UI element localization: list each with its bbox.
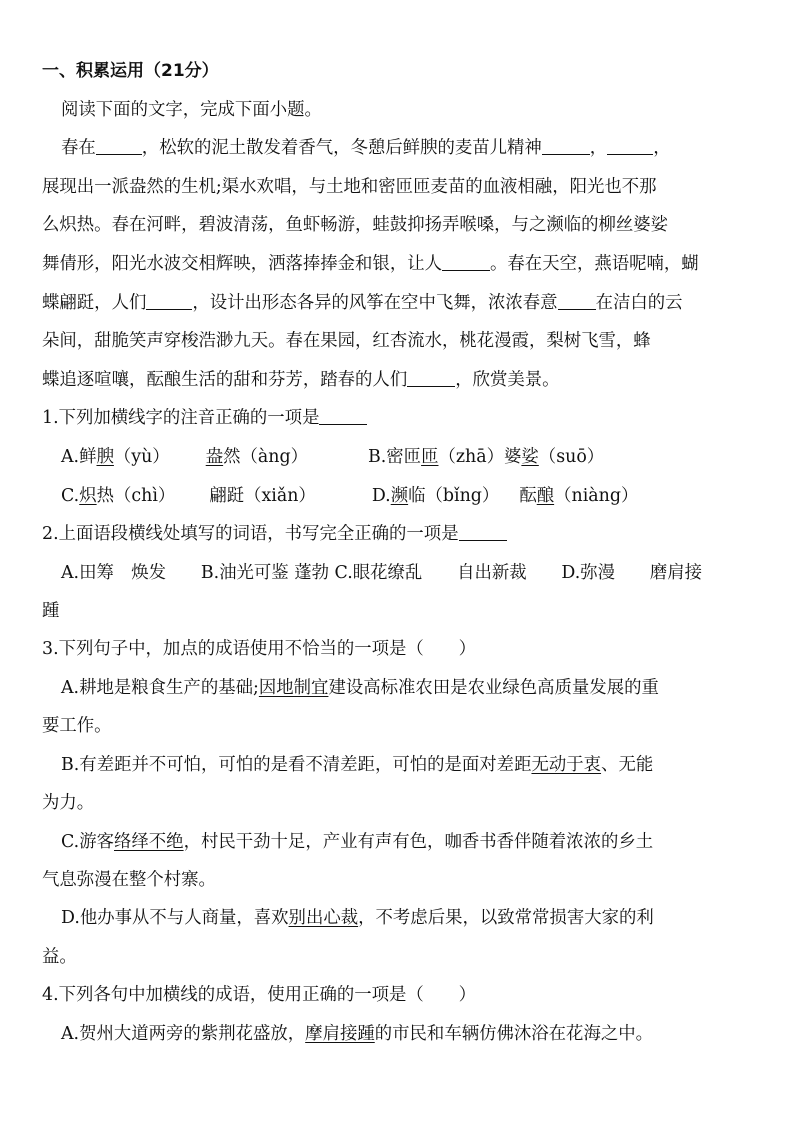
text: ，欣赏美景。	[455, 370, 560, 390]
question-1-options-row-2	[61, 484, 794, 508]
text: 蝶追逐喧嚷，酝酿生活的甜和芬芳，踏春的人们	[42, 370, 408, 390]
text: 热（chì）	[96, 486, 176, 506]
question-3-stem	[42, 637, 794, 661]
text: A.田筹 焕发 B.油光可鉴 蓬勃 C.眼花缭乱 自出新裁 D.弥漫 磨肩接	[61, 563, 703, 583]
text: ，设计出形态各异的风筝在空中飞舞，浓浓春意	[192, 293, 558, 313]
passage-line-6	[42, 329, 794, 353]
question-1-stem	[42, 406, 794, 430]
fill-blank-6[interactable]	[558, 291, 596, 310]
text: ，松软的泥土散发着香气，冬憩后鲜腴的麦苗儿精神	[141, 138, 542, 158]
text: 舞倩形，阳光水波交相辉映，洒落捧捧金和银，让人	[42, 254, 442, 274]
question-4-option-a[interactable]	[61, 1022, 794, 1046]
text: B.有差距并不可怕，可怕的是看不清差距，可怕的是面对差距	[61, 755, 532, 775]
text: B.密匝	[367, 447, 422, 467]
answer-blank-q1[interactable]	[319, 406, 367, 425]
text: 在洁白的云	[595, 293, 683, 313]
option-a[interactable]	[61, 447, 170, 467]
text: 展现出一派盎然的生机;渠水欢唱，与土地和密匝匝麦苗的血液相融，阳光也不那	[42, 177, 657, 197]
text: （suō）	[538, 447, 605, 467]
option-c-part-2	[209, 486, 316, 506]
text: 4.下列各句中加横线的成语，使用正确的一项是（ ）	[42, 985, 476, 1005]
underlined-char: 酿	[536, 486, 555, 506]
question-4-stem	[42, 983, 794, 1007]
text: 朵间，甜脆笑声穿梭浩渺九天。春在果园，红杏流水，桃花漫霞，梨树飞雪，蜂	[42, 331, 651, 351]
text: 踵	[42, 601, 60, 621]
text: 么炽热。春在河畔，碧波清荡，鱼虾畅游，蛙鼓抑扬弄喉嗓，与之濒临的柳丝婆娑	[42, 215, 669, 235]
underlined-char: 濒	[390, 486, 409, 506]
option-b[interactable]	[368, 447, 604, 467]
text: A.贺州大道两旁的紫荆花盛放，	[61, 1024, 306, 1044]
question-1-options-row-1	[61, 445, 794, 469]
fill-blank-4[interactable]	[442, 252, 490, 271]
fill-blank-3[interactable]	[607, 136, 653, 155]
text: ，村民干劲十足，产业有声有色，咖香书香伴随着浓浓的乡土	[183, 832, 654, 852]
text: 的市民和车辆仿佛沐浴在花海之中。	[374, 1024, 654, 1044]
text: C.	[61, 486, 80, 506]
question-3-option-d-cont	[42, 945, 794, 969]
passage-line-1	[61, 136, 794, 160]
question-3-option-b-cont	[42, 791, 794, 815]
text: 为力。	[42, 793, 95, 813]
underlined-char: 娑	[521, 447, 539, 467]
question-3-option-a[interactable]	[61, 676, 794, 700]
option-c[interactable]	[61, 486, 175, 506]
intro-text: 阅读下面的文字，完成下面小题。	[61, 100, 322, 120]
passage-line-7	[42, 368, 794, 392]
passage-line-4	[42, 252, 794, 276]
question-3-option-d[interactable]	[61, 906, 794, 930]
text: 3.下列句子中，加点的成语使用不恰当的一项是（ ）	[42, 639, 476, 659]
idiom: 别出心裁	[288, 908, 359, 928]
idiom: 摩肩接踵	[305, 1024, 375, 1044]
question-2-stem	[42, 522, 794, 546]
text: 1.下列加横线字的注音正确的一项是	[42, 408, 320, 428]
question-3-option-a-cont	[42, 714, 794, 738]
text: 酝	[519, 486, 537, 506]
underlined-char: 盎	[205, 447, 224, 467]
idiom: 无动于衷	[531, 755, 602, 775]
text: （yù）	[113, 447, 170, 467]
text: 蝶翩跹，人们	[42, 293, 147, 313]
underlined-char: 匝	[421, 447, 439, 467]
option-d[interactable]	[372, 486, 639, 506]
section-title-text: 一、积累运用（21分）	[42, 61, 219, 81]
underlined-char: 炽	[79, 486, 97, 506]
underlined-char: 腴	[96, 447, 114, 467]
text: 翩跹（xiǎn）	[209, 486, 316, 506]
text: A.耕地是粮食生产的基础;	[61, 678, 259, 698]
text: 临（bǐng）	[408, 486, 500, 506]
answer-blank-q2[interactable]	[459, 522, 507, 541]
passage-line-3	[42, 213, 794, 237]
passage-intro	[61, 98, 794, 122]
fill-blank-2[interactable]	[542, 136, 590, 155]
question-2-options-cont	[42, 599, 794, 623]
text: ，	[589, 138, 608, 158]
fill-blank-5[interactable]	[146, 291, 192, 310]
passage-line-2	[42, 175, 794, 199]
question-3-option-b[interactable]	[61, 753, 794, 777]
section-title	[42, 59, 794, 83]
option-a-part-2	[206, 447, 308, 467]
text: A.鲜	[61, 447, 97, 467]
text: 。春在天空，燕语呢喃，蝴	[490, 254, 699, 274]
question-3-option-c-cont	[42, 868, 794, 892]
text: ，不考虑后果，以致常常损害大家的利	[358, 908, 654, 928]
text: 益。	[42, 947, 77, 967]
text: 春在	[61, 138, 96, 158]
text: 气息弥漫在整个村寨。	[42, 870, 216, 890]
passage-line-5	[42, 291, 794, 315]
text: D.	[371, 486, 391, 506]
fill-blank-7[interactable]	[407, 368, 455, 387]
text: 要工作。	[42, 716, 112, 736]
fill-blank-1[interactable]	[96, 136, 142, 155]
idiom: 因地制宜	[258, 678, 329, 698]
idiom: 络绎不绝	[114, 832, 184, 852]
question-2-options[interactable]	[61, 561, 794, 585]
text: 2.上面语段横线处填写的词语，书写完全正确的一项是	[42, 524, 459, 544]
text: ，	[653, 138, 671, 158]
text: （zhā）婆	[438, 447, 522, 467]
text: 然（àng）	[223, 447, 308, 467]
text: C.游客	[61, 832, 114, 852]
question-3-option-c[interactable]	[61, 830, 794, 854]
text: （niàng）	[554, 486, 639, 506]
text: 建设高标准农田是农业绿色高质量发展的重	[328, 678, 659, 698]
text: 、无能	[601, 755, 654, 775]
text: D.他办事从不与人商量，喜欢	[61, 908, 289, 928]
